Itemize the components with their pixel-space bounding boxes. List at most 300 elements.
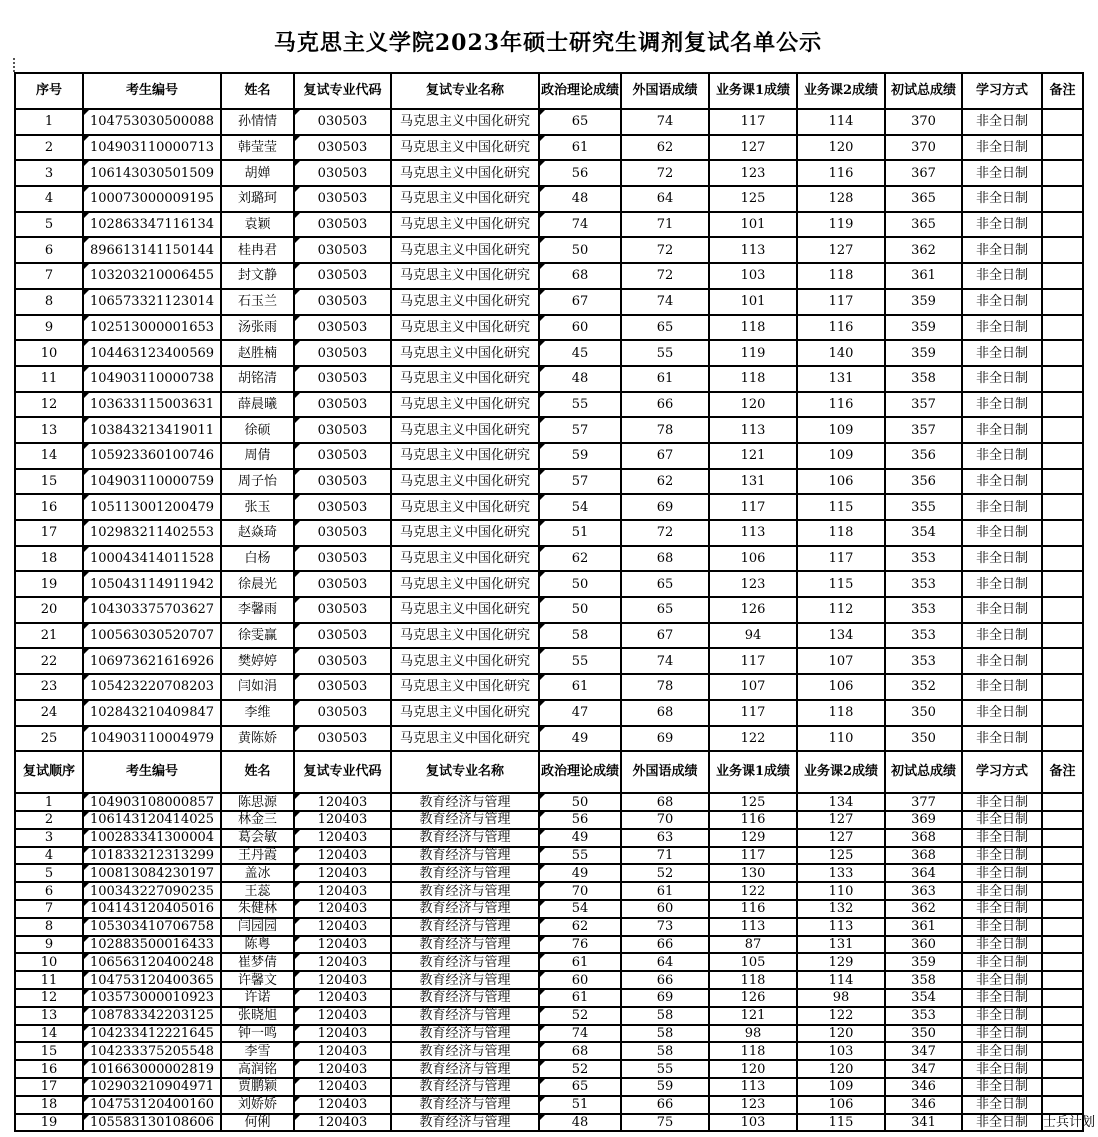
- cell: 102843210409847: [83, 700, 221, 726]
- cell: 士兵计划: [1043, 1114, 1096, 1130]
- cell: 74: [539, 212, 621, 238]
- cell: 369: [885, 811, 962, 829]
- cell: 非全日制: [962, 811, 1042, 829]
- cell: 陈粤: [221, 936, 294, 954]
- cell: 张玉: [221, 494, 294, 520]
- cell: 125: [709, 186, 797, 212]
- cell: 白杨: [221, 546, 294, 572]
- cell: 030503: [294, 726, 391, 752]
- cell: 64: [621, 186, 709, 212]
- table-row: [15, 315, 1083, 341]
- cell: 120: [709, 1060, 797, 1078]
- cell: 030503: [294, 623, 391, 649]
- cell: 104233412221645: [83, 1025, 221, 1043]
- cell: 120403: [294, 864, 391, 882]
- cell: 盖冰: [221, 864, 294, 882]
- cell: 非全日制: [962, 597, 1042, 623]
- cell: 非全日制: [962, 109, 1042, 135]
- cell: 127: [797, 237, 885, 263]
- page-break-dots: [13, 58, 15, 72]
- cell: 马克思主义中国化研究: [391, 135, 539, 161]
- cell: 358: [885, 366, 962, 392]
- cell: 100043414011528: [83, 546, 221, 572]
- cell: 55: [621, 1060, 709, 1078]
- cell: 孙情情: [221, 109, 294, 135]
- cell: 030503: [294, 135, 391, 161]
- cell: [1042, 469, 1083, 495]
- cell: 362: [885, 900, 962, 918]
- cell: [1042, 392, 1083, 418]
- cell: 马克思主义中国化研究: [391, 212, 539, 238]
- cell: 123: [709, 160, 797, 186]
- cell: 非全日制: [962, 882, 1042, 900]
- cell: 370: [885, 135, 962, 161]
- cell: 55: [621, 340, 709, 366]
- cell: 马克思主义中国化研究: [391, 366, 539, 392]
- cell: 赵胜楠: [221, 340, 294, 366]
- cell: 61: [621, 882, 709, 900]
- column-header: 姓名: [221, 73, 294, 109]
- cell: 66: [621, 936, 709, 954]
- cell: 50: [539, 597, 621, 623]
- cell: 61: [539, 674, 621, 700]
- cell: 45: [539, 340, 621, 366]
- cell: 62: [539, 546, 621, 572]
- cell: 66: [621, 971, 709, 989]
- cell: 120: [797, 1025, 885, 1043]
- cell: 116: [797, 160, 885, 186]
- cell: 崔梦倩: [221, 953, 294, 971]
- cell: 359: [885, 953, 962, 971]
- table-row: [15, 1042, 1083, 1060]
- cell: 106: [797, 674, 885, 700]
- cell: 马克思主义中国化研究: [391, 263, 539, 289]
- cell: 10: [15, 953, 83, 971]
- cell: 非全日制: [962, 700, 1042, 726]
- cell: 68: [621, 700, 709, 726]
- column-header: 复试顺序: [15, 751, 83, 793]
- cell: 104463123400569: [83, 340, 221, 366]
- table-row: [15, 648, 1083, 674]
- cell: 117: [709, 700, 797, 726]
- cell: 030503: [294, 212, 391, 238]
- cell: 61: [539, 953, 621, 971]
- cell: 3: [15, 829, 83, 847]
- cell: 57: [539, 469, 621, 495]
- cell: 122: [797, 1007, 885, 1025]
- cell: 非全日制: [962, 847, 1042, 865]
- cell: 非全日制: [962, 186, 1042, 212]
- cell: 131: [797, 936, 885, 954]
- cell: 104903110000759: [83, 469, 221, 495]
- cell: 109: [797, 1078, 885, 1096]
- cell: 118: [797, 700, 885, 726]
- cell: [1042, 648, 1083, 674]
- cell: 非全日制: [962, 494, 1042, 520]
- cell: 70: [621, 811, 709, 829]
- cell: [1042, 900, 1083, 918]
- cell: 78: [621, 417, 709, 443]
- cell: [1042, 936, 1083, 954]
- cell: 103203210006455: [83, 263, 221, 289]
- cell: 030503: [294, 674, 391, 700]
- cell: 马克思主义中国化研究: [391, 340, 539, 366]
- cell: 非全日制: [962, 953, 1042, 971]
- cell: 104753120400365: [83, 971, 221, 989]
- cell: 362: [885, 237, 962, 263]
- cell: 汤张雨: [221, 315, 294, 341]
- cell: 120403: [294, 1007, 391, 1025]
- cell: 030503: [294, 520, 391, 546]
- cell: 126: [709, 989, 797, 1007]
- cell: 102983211402553: [83, 520, 221, 546]
- cell: [1042, 494, 1083, 520]
- table-row: [15, 847, 1083, 865]
- cell: 14: [15, 1025, 83, 1043]
- admission-roster-table: [14, 72, 1096, 1132]
- cell: 54: [539, 494, 621, 520]
- cell: [1042, 1025, 1083, 1043]
- cell: 54: [539, 900, 621, 918]
- cell: 72: [621, 160, 709, 186]
- column-header: 初试总成绩: [885, 73, 962, 109]
- cell: [1042, 971, 1083, 989]
- cell: 薛晨曦: [221, 392, 294, 418]
- cell: 113: [709, 237, 797, 263]
- cell: 355: [885, 494, 962, 520]
- cell: 教育经济与管理: [391, 953, 539, 971]
- cell: 教育经济与管理: [391, 1042, 539, 1060]
- cell: 57: [539, 417, 621, 443]
- cell: 103843213419011: [83, 417, 221, 443]
- cell: 封文静: [221, 263, 294, 289]
- cell: 353: [885, 597, 962, 623]
- cell: 361: [885, 263, 962, 289]
- cell: 030503: [294, 648, 391, 674]
- cell: [1042, 366, 1083, 392]
- cell: 刘娇娇: [221, 1096, 294, 1114]
- cell: 117: [709, 494, 797, 520]
- cell: 354: [885, 989, 962, 1007]
- table-row: [15, 571, 1083, 597]
- cell: 117: [797, 546, 885, 572]
- cell: 109: [797, 417, 885, 443]
- cell: 18: [15, 546, 83, 572]
- cell: 62: [539, 918, 621, 936]
- cell: 127: [797, 829, 885, 847]
- cell: 347: [885, 1060, 962, 1078]
- cell: [1042, 864, 1083, 882]
- cell: 030503: [294, 186, 391, 212]
- cell: 19: [15, 571, 83, 597]
- cell: 55: [539, 392, 621, 418]
- cell: 5: [15, 864, 83, 882]
- cell: 105583130108606: [83, 1114, 221, 1132]
- cell: 非全日制: [962, 315, 1042, 341]
- cell: 13: [15, 1007, 83, 1025]
- cell: 74: [621, 648, 709, 674]
- cell: 109: [797, 443, 885, 469]
- cell: 教育经济与管理: [391, 1060, 539, 1078]
- cell: 120403: [294, 793, 391, 811]
- cell: 359: [885, 340, 962, 366]
- cell: 胡婵: [221, 160, 294, 186]
- cell: 120403: [294, 900, 391, 918]
- table-row: [15, 443, 1083, 469]
- cell: [1042, 571, 1083, 597]
- cell: 非全日制: [962, 520, 1042, 546]
- cell: 104903110000738: [83, 366, 221, 392]
- cell: 365: [885, 212, 962, 238]
- cell: 114: [797, 109, 885, 135]
- cell: 120403: [294, 989, 391, 1007]
- cell: 马克思主义中国化研究: [391, 315, 539, 341]
- cell: 118: [709, 1042, 797, 1060]
- cell: 72: [621, 237, 709, 263]
- cell: 22: [15, 648, 83, 674]
- cell: 非全日制: [962, 918, 1042, 936]
- table-row: [15, 829, 1083, 847]
- cell: 51: [539, 1096, 621, 1114]
- cell: [1042, 882, 1083, 900]
- column-header: 初试总成绩: [885, 751, 962, 793]
- cell: 120403: [294, 953, 391, 971]
- cell: 陈思源: [221, 793, 294, 811]
- cell: 117: [709, 648, 797, 674]
- cell: 52: [621, 864, 709, 882]
- cell: 66: [621, 392, 709, 418]
- column-header: 序号: [15, 73, 83, 109]
- cell: 马克思主义中国化研究: [391, 392, 539, 418]
- cell: 116: [709, 811, 797, 829]
- cell: 张晓旭: [221, 1007, 294, 1025]
- cell: 非全日制: [962, 469, 1042, 495]
- cell: 030503: [294, 443, 391, 469]
- cell: 127: [797, 811, 885, 829]
- cell: 高润铭: [221, 1060, 294, 1078]
- cell: 105113001200479: [83, 494, 221, 520]
- cell: 徐雯赢: [221, 623, 294, 649]
- column-header: 姓名: [221, 751, 294, 793]
- cell: 120403: [294, 918, 391, 936]
- cell: 030503: [294, 597, 391, 623]
- cell: 3: [15, 160, 83, 186]
- cell: 68: [621, 546, 709, 572]
- cell: 17: [15, 520, 83, 546]
- cell: 韩莹莹: [221, 135, 294, 161]
- table-row: [15, 1060, 1083, 1078]
- cell: 教育经济与管理: [391, 1078, 539, 1096]
- table-row: [15, 417, 1083, 443]
- cell: 教育经济与管理: [391, 936, 539, 954]
- table-row: [15, 546, 1083, 572]
- cell: 56: [539, 160, 621, 186]
- cell: [1042, 546, 1083, 572]
- cell: 130: [709, 864, 797, 882]
- table-row: [15, 160, 1083, 186]
- cell: 131: [797, 366, 885, 392]
- cell: 116: [709, 900, 797, 918]
- cell: 110: [797, 726, 885, 752]
- cell: 教育经济与管理: [391, 1114, 539, 1132]
- cell: 70: [539, 882, 621, 900]
- cell: 134: [797, 793, 885, 811]
- cell: 120403: [294, 1025, 391, 1043]
- cell: 58: [621, 1007, 709, 1025]
- cell: 030503: [294, 494, 391, 520]
- cell: 120403: [294, 1060, 391, 1078]
- cell: 030503: [294, 366, 391, 392]
- cell: 非全日制: [962, 212, 1042, 238]
- cell: 59: [539, 443, 621, 469]
- cell: 365: [885, 186, 962, 212]
- cell: 48: [539, 186, 621, 212]
- cell: 马克思主义中国化研究: [391, 700, 539, 726]
- cell: [1042, 443, 1083, 469]
- cell: 马克思主义中国化研究: [391, 469, 539, 495]
- cell: 徐硕: [221, 417, 294, 443]
- cell: 127: [709, 135, 797, 161]
- cell: 非全日制: [962, 936, 1042, 954]
- cell: [1042, 520, 1083, 546]
- cell: 106: [797, 1096, 885, 1114]
- cell: 非全日制: [962, 340, 1042, 366]
- cell: 896613141150144: [83, 237, 221, 263]
- cell: [1042, 847, 1083, 865]
- cell: 113: [709, 417, 797, 443]
- cell: 352: [885, 674, 962, 700]
- cell: 9: [15, 936, 83, 954]
- cell: 117: [797, 289, 885, 315]
- table-row: [15, 212, 1083, 238]
- cell: 140: [797, 340, 885, 366]
- cell: 119: [709, 340, 797, 366]
- cell: 58: [621, 1025, 709, 1043]
- cell: 104903110000713: [83, 135, 221, 161]
- cell: 122: [709, 726, 797, 752]
- cell: 钟一鸣: [221, 1025, 294, 1043]
- cell: 103633115003631: [83, 392, 221, 418]
- cell: 102903210904971: [83, 1078, 221, 1096]
- cell: 347: [885, 1042, 962, 1060]
- column-header: 备注: [1042, 73, 1083, 109]
- cell: 马克思主义中国化研究: [391, 443, 539, 469]
- cell: 64: [621, 953, 709, 971]
- cell: 357: [885, 392, 962, 418]
- cell: 非全日制: [962, 417, 1042, 443]
- cell: 115: [797, 1114, 885, 1132]
- cell: 122: [709, 882, 797, 900]
- table-row: [15, 1007, 1083, 1025]
- cell: 353: [885, 1007, 962, 1025]
- cell: 121: [709, 443, 797, 469]
- cell: 368: [885, 829, 962, 847]
- cell: 1: [15, 793, 83, 811]
- cell: 王丹霞: [221, 847, 294, 865]
- cell: 非全日制: [962, 900, 1042, 918]
- cell: 非全日制: [962, 648, 1042, 674]
- table-row: [15, 494, 1083, 520]
- cell: 48: [539, 1114, 621, 1132]
- cell: 350: [885, 1025, 962, 1043]
- cell: 030503: [294, 546, 391, 572]
- cell: 教育经济与管理: [391, 811, 539, 829]
- cell: 非全日制: [962, 623, 1042, 649]
- cell: 105: [709, 953, 797, 971]
- cell: 116: [797, 392, 885, 418]
- cell: 马克思主义中国化研究: [391, 674, 539, 700]
- table-row: [15, 1025, 1083, 1043]
- cell: 113: [709, 1078, 797, 1096]
- cell: 8: [15, 289, 83, 315]
- cell: 101663000002819: [83, 1060, 221, 1078]
- cell: 非全日制: [962, 989, 1042, 1007]
- cell: 359: [885, 289, 962, 315]
- cell: [1042, 829, 1083, 847]
- cell: 非全日制: [962, 237, 1042, 263]
- cell: 16: [15, 1060, 83, 1078]
- cell: 030503: [294, 109, 391, 135]
- table-row: [15, 520, 1083, 546]
- cell: 1: [15, 109, 83, 135]
- cell: 341: [885, 1114, 962, 1132]
- cell: 非全日制: [962, 971, 1042, 989]
- cell: 102883500016433: [83, 936, 221, 954]
- table-row: [15, 1096, 1083, 1114]
- cell: 134: [797, 623, 885, 649]
- cell: 4: [15, 847, 83, 865]
- cell: 65: [621, 571, 709, 597]
- cell: 非全日制: [962, 1060, 1042, 1078]
- cell: 120: [797, 135, 885, 161]
- cell: 78: [621, 674, 709, 700]
- cell: 50: [539, 793, 621, 811]
- cell: 104303375703627: [83, 597, 221, 623]
- cell: 15: [15, 1042, 83, 1060]
- cell: 74: [621, 289, 709, 315]
- cell: 104143120405016: [83, 900, 221, 918]
- cell: 6: [15, 882, 83, 900]
- cell: 65: [539, 1078, 621, 1096]
- table-row: [15, 392, 1083, 418]
- cell: 7: [15, 900, 83, 918]
- cell: 教育经济与管理: [391, 829, 539, 847]
- cell: 何俐: [221, 1114, 294, 1132]
- cell: 58: [539, 623, 621, 649]
- column-header: 复试专业代码: [294, 751, 391, 793]
- cell: 030503: [294, 263, 391, 289]
- cell: 74: [539, 1025, 621, 1043]
- cell: [1042, 186, 1083, 212]
- cell: 55: [539, 847, 621, 865]
- cell: 16: [15, 494, 83, 520]
- cell: 123: [709, 571, 797, 597]
- cell: [1042, 1096, 1083, 1114]
- cell: 363: [885, 882, 962, 900]
- cell: 356: [885, 443, 962, 469]
- cell: [1042, 417, 1083, 443]
- cell: 115: [797, 571, 885, 597]
- cell: 368: [885, 847, 962, 865]
- cell: 48: [539, 366, 621, 392]
- cell: 非全日制: [962, 674, 1042, 700]
- cell: 教育经济与管理: [391, 882, 539, 900]
- cell: 74: [621, 109, 709, 135]
- cell: 7: [15, 263, 83, 289]
- table-2-header-row: [15, 751, 1083, 793]
- cell: 71: [621, 212, 709, 238]
- cell: 69: [621, 989, 709, 1007]
